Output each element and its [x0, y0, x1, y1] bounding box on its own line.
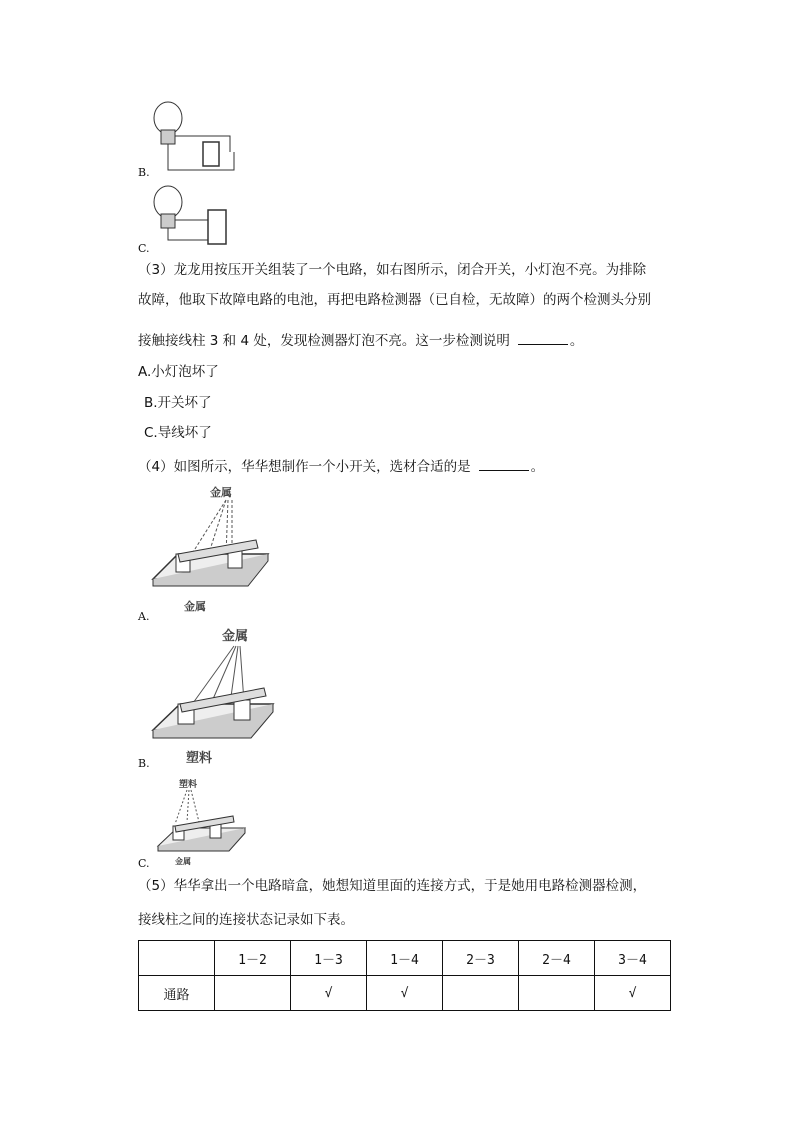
- option-b-label: B.: [138, 166, 150, 179]
- header-cell: 3－4: [595, 941, 671, 976]
- check-cell: √: [595, 976, 671, 1011]
- q3-text: 接触接线柱 3 和 4 处，发现检测器灯泡不亮。这一步检测说明: [138, 333, 510, 349]
- q3-line-2: 故障，他取下故障电路的电池，再把电路检测器（已自检，无故障）的两个检测头分别: [138, 292, 651, 308]
- q4-line-1: [138, 456, 544, 477]
- answer-blank[interactable]: [479, 456, 529, 471]
- switch-figure-b: [148, 628, 278, 768]
- q4-text: （4）如图所示，华华想制作一个小开关，选材合适的是: [138, 459, 471, 475]
- header-cell: 2－4: [519, 941, 595, 976]
- switch-figure-c: [155, 776, 250, 868]
- switch-figure-a: [148, 484, 273, 616]
- q3-option-b[interactable]: B.开关坏了: [144, 395, 212, 411]
- q4-end: 。: [530, 459, 545, 475]
- answer-blank[interactable]: [518, 330, 568, 345]
- table-row: [139, 976, 671, 1011]
- q4-option-b-label[interactable]: B.: [138, 757, 150, 770]
- q3-option-a[interactable]: A.小灯泡坏了: [138, 364, 219, 380]
- table-header-row: [139, 941, 671, 976]
- base-material-label: 金属: [184, 600, 206, 613]
- header-cell: 1－2: [215, 941, 291, 976]
- top-material-label: 塑料: [179, 780, 198, 790]
- bulb-circuit-figure-b: [148, 100, 240, 178]
- top-material-label: 金属: [210, 486, 232, 499]
- base-material-label: 金属: [175, 857, 191, 866]
- table-cell: [443, 976, 519, 1011]
- header-cell: [139, 941, 215, 976]
- check-cell: √: [367, 976, 443, 1011]
- q3-line-1: （3）龙龙用按压开关组装了一个电路，如右图所示，闭合开关，小灯泡不亮。为排除: [138, 262, 647, 278]
- q3-line-3: [138, 330, 583, 351]
- q5-line-1: （5）华华拿出一个电路暗盒，她想知道里面的连接方式，于是她用电路检测器检测，: [138, 878, 647, 894]
- q5-line-2: 接线柱之间的连接状态记录如下表。: [138, 912, 354, 928]
- table-cell: [215, 976, 291, 1011]
- header-cell: 1－3: [291, 941, 367, 976]
- check-cell: √: [291, 976, 367, 1011]
- connection-table: [138, 940, 671, 1011]
- q3-end: 。: [569, 333, 584, 349]
- header-cell: 2－3: [443, 941, 519, 976]
- top-material-label: 金属: [222, 629, 249, 644]
- q3-option-c[interactable]: C.导线坏了: [144, 425, 212, 441]
- option-c-label: C.: [138, 242, 150, 255]
- table-cell: [519, 976, 595, 1011]
- header-cell: 1－4: [367, 941, 443, 976]
- q4-option-a-label[interactable]: A.: [138, 610, 150, 623]
- bulb-circuit-figure-c: [148, 184, 240, 250]
- row-label: 通路: [139, 976, 215, 1011]
- q4-option-c-label[interactable]: C.: [138, 857, 150, 870]
- base-material-label: 塑料: [186, 751, 213, 766]
